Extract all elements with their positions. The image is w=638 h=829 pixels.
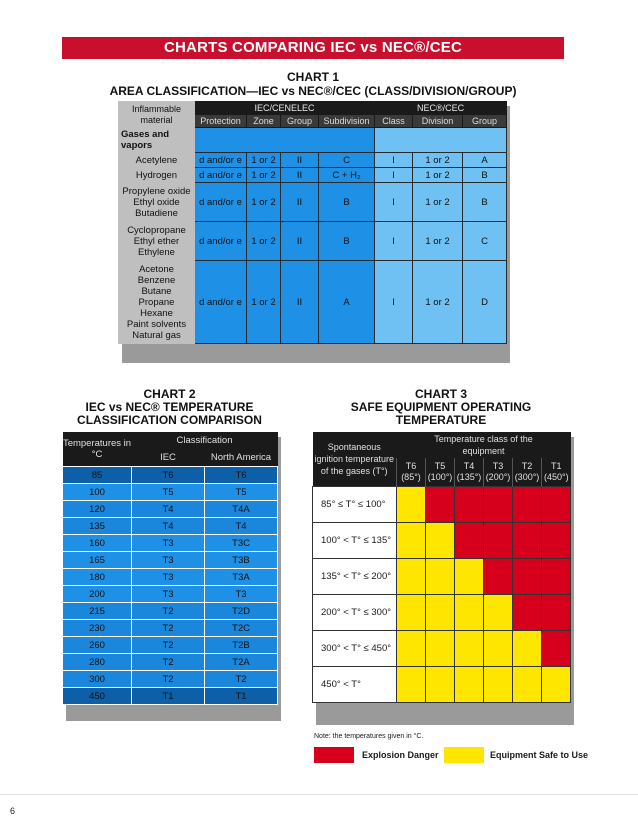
temperature-cell: 215 (63, 603, 132, 620)
value-cell: d and/or e (195, 168, 247, 183)
table-row (63, 671, 278, 688)
table-row (63, 552, 278, 569)
temperature-cell: 280 (63, 654, 132, 671)
table-row (63, 586, 278, 603)
section-fill-iec (195, 128, 375, 153)
value-cell: I (375, 222, 413, 261)
chart3-heading: CHART 3 (414, 387, 467, 401)
danger-cell (455, 487, 484, 523)
group-nec-header: NEC®/CEC (375, 102, 507, 115)
na-class-cell: T4A (205, 501, 278, 518)
table-row (313, 523, 571, 559)
danger-cell (513, 487, 542, 523)
value-cell: II (281, 168, 319, 183)
table-row (63, 620, 278, 637)
value-cell: B (319, 183, 375, 222)
ignition-range-cell: 85° ≤ T° ≤ 100° (313, 487, 397, 523)
temp-class-temp: (85°) (401, 472, 421, 482)
safe-cell (542, 667, 571, 703)
na-class-cell: T2 (205, 671, 278, 688)
temperature-cell: 260 (63, 637, 132, 654)
col-temperature-header: Temperatures in °C (63, 432, 132, 467)
footer-rule (0, 794, 638, 795)
table-row (63, 518, 278, 535)
iec-class-cell: T2 (132, 654, 205, 671)
safe-cell (455, 631, 484, 667)
table-row (63, 535, 278, 552)
ignition-range-cell: 300° < T° ≤ 450° (313, 631, 397, 667)
table-row (119, 153, 507, 168)
chart2-subheading-2: CLASSIFICATION COMPARISON (77, 413, 262, 427)
temp-class-name: T5 (434, 461, 446, 471)
safe-cell (484, 667, 513, 703)
iec-class-cell: T2 (132, 603, 205, 620)
safe-cell (513, 667, 542, 703)
ignition-range-cell: 450° < T° (313, 667, 397, 703)
na-class-cell: T2D (205, 603, 278, 620)
value-cell: A (319, 261, 375, 344)
material-cell: Hydrogen (119, 168, 195, 183)
temp-class-temp: (300°) (514, 472, 540, 482)
safe-cell (426, 595, 455, 631)
temp-class-name: T3 (492, 461, 504, 471)
col-material-header: Inflammable material (119, 102, 195, 128)
iec-class-cell: T2 (132, 637, 205, 654)
danger-cell (484, 487, 513, 523)
safe-cell (426, 523, 455, 559)
temp-class-name: T6 (405, 461, 417, 471)
page-number: 6 (10, 806, 16, 816)
value-cell: C + H₂ (319, 168, 375, 183)
safe-cell (397, 487, 426, 523)
safe-cell (484, 631, 513, 667)
value-cell: d and/or e (195, 261, 247, 344)
col-ignition-header: Spontaneous ignition temperature of the gases (T°) (313, 432, 397, 487)
ignition-range-cell: 200° < T° ≤ 300° (313, 595, 397, 631)
chart3-subheading-1: SAFE EQUIPMENT OPERATING (350, 400, 532, 414)
chart2-heading: CHART 2 (143, 387, 196, 401)
legend-safe-label: Equipment Safe to Use (490, 750, 589, 760)
material-cell: Cyclopropane Ethyl ether Ethylene (119, 222, 195, 261)
chart1-subheading: AREA CLASSIFICATION—IEC vs NEC®/CEC (CLASS/DIVISION/GROUP) (109, 84, 517, 98)
chart3-note: Note: the temperatures given in °C. (314, 733, 424, 740)
safe-cell (426, 559, 455, 595)
temp-class-header (484, 458, 513, 487)
danger-cell (484, 523, 513, 559)
temp-class-header (513, 458, 542, 487)
table-row (63, 603, 278, 620)
iec-class-cell: T3 (132, 552, 205, 569)
table-row (119, 183, 507, 222)
value-cell: B (319, 222, 375, 261)
value-cell: C (319, 153, 375, 168)
danger-cell (513, 523, 542, 559)
temp-class-temp: (135°) (456, 472, 482, 482)
table-row (63, 637, 278, 654)
table-row (63, 467, 278, 484)
temp-class-temp: (200°) (485, 472, 511, 482)
chart1-table (118, 101, 507, 344)
temp-class-header (455, 458, 484, 487)
value-cell: 1 or 2 (247, 168, 281, 183)
na-class-cell: T2C (205, 620, 278, 637)
safe-cell (397, 559, 426, 595)
na-class-cell: T3B (205, 552, 278, 569)
chart1-col-header: Class (375, 115, 413, 128)
table-row (63, 654, 278, 671)
danger-cell (513, 595, 542, 631)
value-cell: II (281, 261, 319, 344)
table-row (63, 484, 278, 501)
danger-cell (484, 559, 513, 595)
temp-class-temp: (100°) (427, 472, 453, 482)
value-cell: II (281, 153, 319, 168)
value-cell: B (463, 183, 507, 222)
temperature-cell: 200 (63, 586, 132, 603)
iec-class-cell: T4 (132, 518, 205, 535)
value-cell: I (375, 261, 413, 344)
table-row (119, 168, 507, 183)
page-banner: CHARTS COMPARING IEC vs NEC®/CEC (62, 37, 564, 59)
danger-cell (542, 487, 571, 523)
chart3-subheading-2: TEMPERATURE (395, 413, 487, 427)
safe-cell (513, 631, 542, 667)
na-class-cell: T2B (205, 637, 278, 654)
iec-class-cell: T5 (132, 484, 205, 501)
iec-class-cell: T2 (132, 671, 205, 688)
value-cell: II (281, 183, 319, 222)
material-cell: Acetylene (119, 153, 195, 168)
na-class-cell: T4 (205, 518, 278, 535)
chart1-col-header: Subdivision (319, 115, 375, 128)
value-cell: 1 or 2 (413, 168, 463, 183)
value-cell: I (375, 168, 413, 183)
temp-class-header (426, 458, 455, 487)
col-north-america-header: North America (205, 449, 278, 467)
danger-cell (542, 595, 571, 631)
material-cell: Propylene oxide Ethyl oxide Butadiene (119, 183, 195, 222)
value-cell: 1 or 2 (247, 153, 281, 168)
na-class-cell: T6 (205, 467, 278, 484)
na-class-cell: T3 (205, 586, 278, 603)
safe-cell (426, 631, 455, 667)
section-label: Gases and vapors (119, 128, 195, 153)
value-cell: d and/or e (195, 153, 247, 168)
iec-class-cell: T3 (132, 535, 205, 552)
value-cell: 1 or 2 (247, 261, 281, 344)
ignition-range-cell: 135° < T° ≤ 200° (313, 559, 397, 595)
temp-class-header (397, 458, 426, 487)
temperature-cell: 120 (63, 501, 132, 518)
value-cell: 1 or 2 (413, 183, 463, 222)
chart1-col-header: Division (413, 115, 463, 128)
safe-cell (455, 595, 484, 631)
value-cell: II (281, 222, 319, 261)
chart2-table (62, 432, 278, 705)
temperature-cell: 85 (63, 467, 132, 484)
temp-class-temp: (450°) (543, 472, 569, 482)
table-row (313, 559, 571, 595)
col-iec-header: IEC (132, 449, 205, 467)
temperature-cell: 450 (63, 688, 132, 705)
table-row (119, 261, 507, 344)
value-cell: I (375, 183, 413, 222)
temperature-cell: 165 (63, 552, 132, 569)
temp-class-name: T1 (551, 461, 562, 471)
safe-cell (397, 631, 426, 667)
iec-class-cell: T2 (132, 620, 205, 637)
value-cell: C (463, 222, 507, 261)
table-row (119, 222, 507, 261)
chart3-table (312, 432, 571, 703)
value-cell: D (463, 261, 507, 344)
temperature-cell: 230 (63, 620, 132, 637)
chart2-subheading-1: IEC vs NEC® TEMPERATURE (85, 400, 254, 414)
value-cell: 1 or 2 (413, 261, 463, 344)
chart1-heading: CHART 1 (286, 70, 339, 84)
temperature-cell: 100 (63, 484, 132, 501)
legend-safe-swatch (444, 747, 484, 763)
danger-cell (426, 487, 455, 523)
material-cell: Acetone Benzene Butane Propane Hexane Paint solvents Natural gas (119, 261, 195, 344)
temperature-cell: 160 (63, 535, 132, 552)
table-row (313, 631, 571, 667)
danger-cell (455, 523, 484, 559)
danger-cell (542, 559, 571, 595)
na-class-cell: T2A (205, 654, 278, 671)
chart1-col-header: Protection (195, 115, 247, 128)
table-row (313, 667, 571, 703)
safe-cell (426, 667, 455, 703)
safe-cell (484, 595, 513, 631)
na-class-cell: T1 (205, 688, 278, 705)
safe-cell (397, 667, 426, 703)
na-class-cell: T3A (205, 569, 278, 586)
na-class-cell: T3C (205, 535, 278, 552)
temperature-cell: 180 (63, 569, 132, 586)
table-row (63, 501, 278, 518)
legend-danger-label: Explosion Danger (362, 750, 439, 760)
iec-class-cell: T1 (132, 688, 205, 705)
temperature-cell: 300 (63, 671, 132, 688)
temperature-cell: 135 (63, 518, 132, 535)
value-cell: 1 or 2 (247, 183, 281, 222)
value-cell: I (375, 153, 413, 168)
iec-class-cell: T3 (132, 586, 205, 603)
group-iec-header: IEC/CENELEC (195, 102, 375, 115)
col-temp-class-header: Temperature class of the equipment (397, 432, 571, 458)
value-cell: 1 or 2 (413, 222, 463, 261)
iec-class-cell: T4 (132, 501, 205, 518)
value-cell: d and/or e (195, 222, 247, 261)
safe-cell (397, 595, 426, 631)
danger-cell (542, 523, 571, 559)
value-cell: d and/or e (195, 183, 247, 222)
chart1-col-header: Zone (247, 115, 281, 128)
value-cell: B (463, 168, 507, 183)
iec-class-cell: T6 (132, 467, 205, 484)
value-cell: 1 or 2 (413, 153, 463, 168)
col-classification-header: Classification (132, 432, 278, 449)
danger-cell (542, 631, 571, 667)
table-row (313, 487, 571, 523)
temp-class-name: T4 (463, 461, 475, 471)
na-class-cell: T5 (205, 484, 278, 501)
value-cell: 1 or 2 (247, 222, 281, 261)
safe-cell (455, 559, 484, 595)
iec-class-cell: T3 (132, 569, 205, 586)
ignition-range-cell: 100° < T° ≤ 135° (313, 523, 397, 559)
safe-cell (455, 667, 484, 703)
temp-class-name: T2 (521, 461, 533, 471)
temp-class-header (542, 458, 571, 487)
danger-cell (513, 559, 542, 595)
legend-danger-swatch (314, 747, 354, 763)
chart1-col-header: Group (463, 115, 507, 128)
section-fill-nec (375, 128, 507, 153)
value-cell: A (463, 153, 507, 168)
table-row (313, 595, 571, 631)
table-row (63, 569, 278, 586)
safe-cell (397, 523, 426, 559)
table-row (63, 688, 278, 705)
chart1-col-header: Group (281, 115, 319, 128)
